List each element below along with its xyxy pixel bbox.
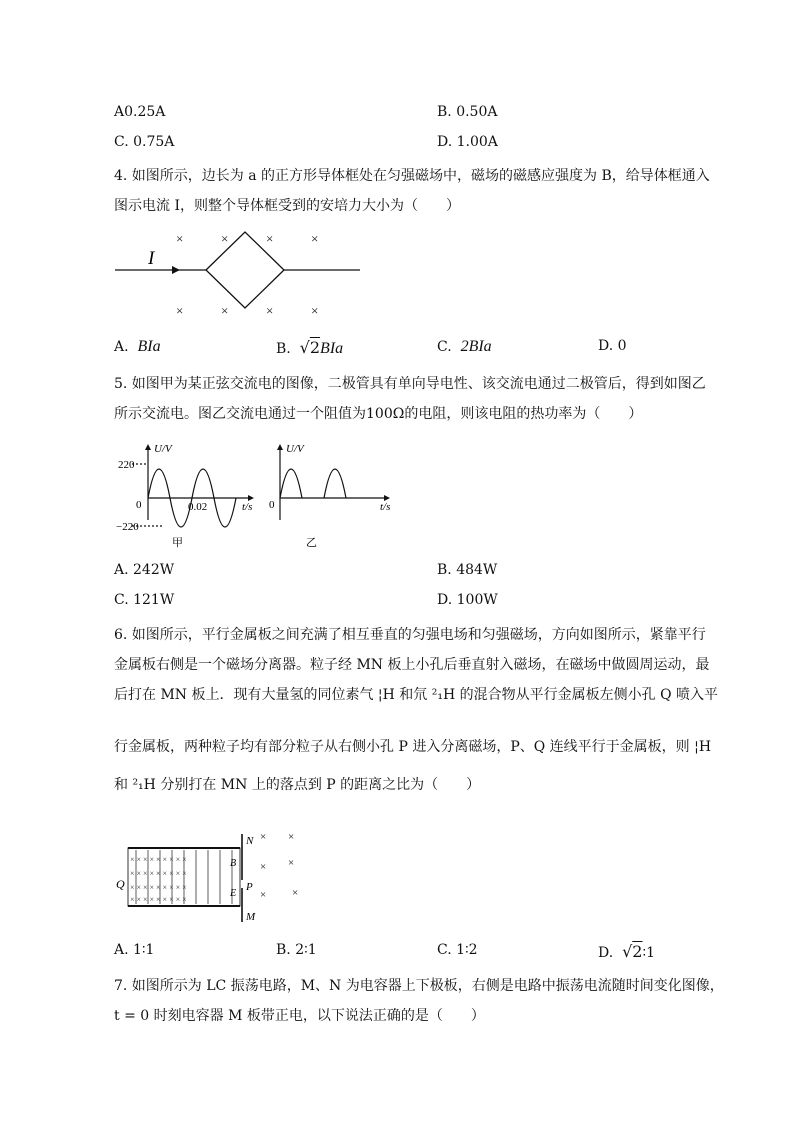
- ac-waveform-figure: [112, 438, 412, 550]
- question-6-line-1: 6. 如图所示，平行金属板之间充满了相互垂直的匀强电场和匀强磁场，方向如图所示，紧靠平行: [114, 627, 706, 643]
- option-b: B. √2BIa: [276, 338, 344, 357]
- svg-text:× × × × × × × × ×: × × × × × × × × ×: [130, 869, 187, 878]
- option-d: D. 100W: [437, 592, 498, 608]
- t-axis-label: t/s: [380, 501, 391, 513]
- caption-jia: 甲: [172, 537, 183, 549]
- q-label: Q: [116, 877, 125, 891]
- question-7-line-1: 7. 如图所示为 LC 振荡电路，M、N 为电容器上下极板，右侧是电路中振荡电流随时间变化图像，: [114, 978, 724, 994]
- option-c: C. 0.75A: [114, 134, 175, 150]
- origin-label: 0: [136, 499, 142, 511]
- field-cross: ×: [176, 231, 184, 246]
- b-label: B: [230, 858, 237, 869]
- question-4-line-1: 4. 如图所示，边长为 a 的正方形导体框处在匀强磁场中，磁场的磁感应强度为 B，给导体框通入: [114, 168, 710, 184]
- svg-text:× × × × × × × × ×: × × × × × × × × ×: [130, 883, 187, 892]
- option-a: A. 242W: [114, 562, 175, 578]
- field-cross: ×: [266, 303, 274, 318]
- question-5-line-2: 所示交流电。图乙交流电通过一个阻值为100Ω的电阻，则该电阻的热功率为（ ）: [114, 406, 643, 422]
- svg-text:×: ×: [260, 831, 267, 843]
- field-cross: ×: [176, 303, 184, 318]
- field-cross: ×: [221, 303, 229, 318]
- y-axis-label: U/V: [286, 443, 304, 455]
- question-5-line-1: 5. 如图甲为某正弦交流电的图像，二极管具有单向导电性、该交流电通过二极管后，得到如图乙: [114, 376, 706, 392]
- option-c: C. 2BIa: [437, 338, 492, 355]
- current-label: I: [148, 248, 155, 269]
- question-6-line-2: 金属板右侧是一个磁场分离器。粒子经 MN 板上小孔后垂直射入磁场，在磁场中做圆周运动，最: [114, 657, 710, 673]
- option-a: A0.25A: [114, 104, 166, 120]
- question-7-line-2: t = 0 时刻电容器 M 板带正电，以下说法正确的是（ ）: [114, 1008, 485, 1024]
- option-b: B. 0.50A: [437, 104, 498, 120]
- svg-text:×: ×: [288, 831, 295, 843]
- y-axis-label: U/V: [154, 443, 172, 455]
- caption-yi: 乙: [306, 537, 317, 549]
- option-c: C. 121W: [114, 592, 175, 608]
- option-d: D. 0: [598, 338, 627, 354]
- question-4-line-2: 图示电流 I，则整个导体框受到的安培力大小为（ ）: [114, 198, 460, 214]
- option-a: A. 1∶1: [114, 942, 155, 958]
- svg-text:×: ×: [260, 889, 267, 901]
- v-max-label: 220: [118, 459, 135, 471]
- origin-label: 0: [269, 499, 275, 511]
- field-cross: ×: [221, 231, 229, 246]
- t-axis-label: t/s: [242, 501, 253, 513]
- field-cross: ×: [266, 231, 274, 246]
- svg-text:×: ×: [260, 861, 267, 873]
- option-b: B. 484W: [437, 562, 498, 578]
- option-d: D. √2∶1: [598, 942, 656, 961]
- field-cross: ×: [311, 303, 319, 318]
- option-d: D. 1.00A: [437, 134, 498, 150]
- svg-text:×: ×: [292, 887, 299, 899]
- m-label: M: [246, 911, 256, 923]
- e-label: E: [230, 888, 237, 899]
- n-label: N: [246, 835, 254, 847]
- t-mark-label: 0.02: [188, 501, 208, 513]
- v-min-label: −220: [116, 521, 139, 533]
- option-c: C. 1∶2: [437, 942, 478, 958]
- svg-text:× × × × × × × × ×: × × × × × × × × ×: [130, 855, 187, 864]
- svg-text:× × × × × × × × ×: × × × × × × × × ×: [130, 895, 187, 904]
- mass-spectrometer-figure: [112, 830, 312, 930]
- p-label: P: [246, 881, 253, 893]
- question-6-line-3: 后打在 MN 板上．现有大量氢的同位素气 ¦H 和氘 ²₁H 的混合物从平行金属板左侧小孔 Q 喷入平: [114, 687, 719, 703]
- question-6-line-4: 行金属板，两种粒子均有部分粒子从右侧小孔 P 进入分离磁场，P、Q 连线平行于金属板，则 ¦H: [114, 739, 712, 755]
- svg-text:×: ×: [288, 857, 295, 869]
- field-cross: ×: [311, 231, 319, 246]
- option-a: A. BIa: [114, 338, 161, 355]
- square-frame-figure: [110, 228, 370, 320]
- option-b: B. 2∶1: [276, 942, 317, 958]
- question-6-line-5: 和 ²₁H 分别打在 MN 上的落点到 P 的距离之比为（ ）: [114, 777, 481, 793]
